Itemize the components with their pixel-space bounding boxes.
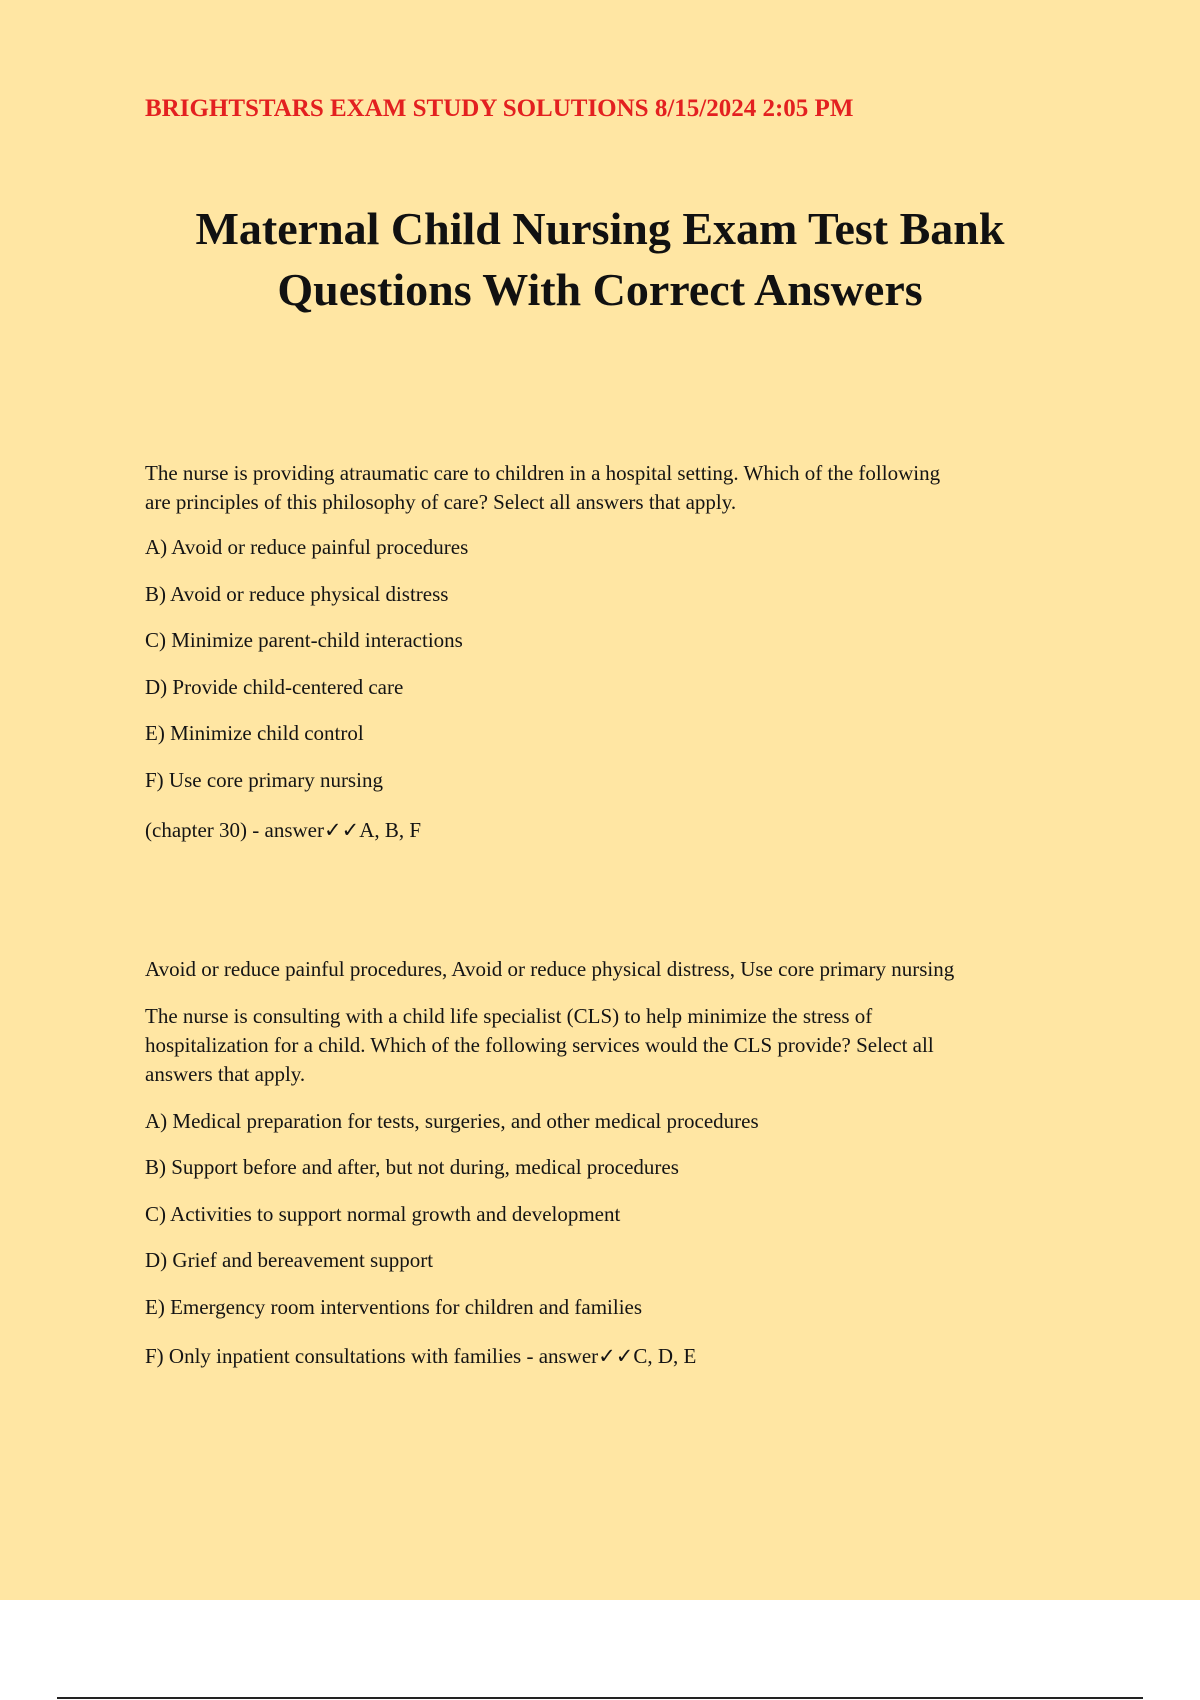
q2-option-f-answer bbox=[145, 1342, 1105, 1371]
q1-option-e: E) Minimize child control bbox=[145, 721, 364, 745]
q2-option-d: D) Grief and bereavement support bbox=[145, 1248, 434, 1272]
q2-option-a: A) Medical preparation for tests, surgeries, and other medical procedures bbox=[145, 1109, 759, 1133]
q1-option-a: A) Avoid or reduce painful procedures bbox=[145, 535, 469, 559]
q2-stem-line-3: answers that apply. bbox=[145, 1062, 306, 1086]
checkmark-icon: ✓✓ bbox=[324, 818, 360, 842]
q1-answer-value: A, B, F bbox=[359, 818, 422, 842]
q2-option-b: B) Support before and after, but not during, medical procedures bbox=[145, 1155, 679, 1179]
q1-option-f: F) Use core primary nursing bbox=[145, 768, 383, 792]
q2-option-c: C) Activities to support normal growth and development bbox=[145, 1202, 621, 1226]
checkmark-icon: ✓✓ bbox=[598, 1344, 634, 1368]
page-title bbox=[0, 198, 1200, 320]
q2-option-e: E) Emergency room interventions for children and families bbox=[145, 1295, 643, 1319]
q2-stem-line-1: The nurse is consulting with a child life specialist (CLS) to help minimize the stress of bbox=[145, 1004, 873, 1028]
q1-option-d: D) Provide child-centered care bbox=[145, 675, 404, 699]
page-header: BRIGHTSTARS EXAM STUDY SOLUTIONS 8/15/2024 2:05 PM bbox=[145, 95, 854, 122]
title-line-1: Maternal Child Nursing Exam Test Bank bbox=[195, 203, 1005, 254]
q1-answer-prefix: (chapter 30) - answer bbox=[145, 818, 324, 842]
q2-option-f-prefix: F) Only inpatient consultations with families - answer bbox=[145, 1344, 599, 1368]
q1-option-b: B) Avoid or reduce physical distress bbox=[145, 582, 449, 606]
q1-rationale: Avoid or reduce painful procedures, Avoid or reduce physical distress, Use core primary nursing bbox=[145, 957, 955, 981]
q1-stem-line-2: are principles of this philosophy of care? Select all answers that apply. bbox=[145, 490, 737, 514]
q1-option-c: C) Minimize parent-child interactions bbox=[145, 628, 463, 652]
footer-divider bbox=[57, 1697, 1143, 1699]
title-line-2: Questions With Correct Answers bbox=[277, 264, 923, 315]
q2-stem-line-2: hospitalization for a child. Which of the following services would the CLS provide? Select all bbox=[145, 1033, 934, 1057]
q1-answer bbox=[145, 816, 1105, 845]
q1-stem-line-1: The nurse is providing atraumatic care to children in a hospital setting. Which of the following bbox=[145, 461, 941, 485]
q2-answer-value: C, D, E bbox=[633, 1344, 697, 1368]
